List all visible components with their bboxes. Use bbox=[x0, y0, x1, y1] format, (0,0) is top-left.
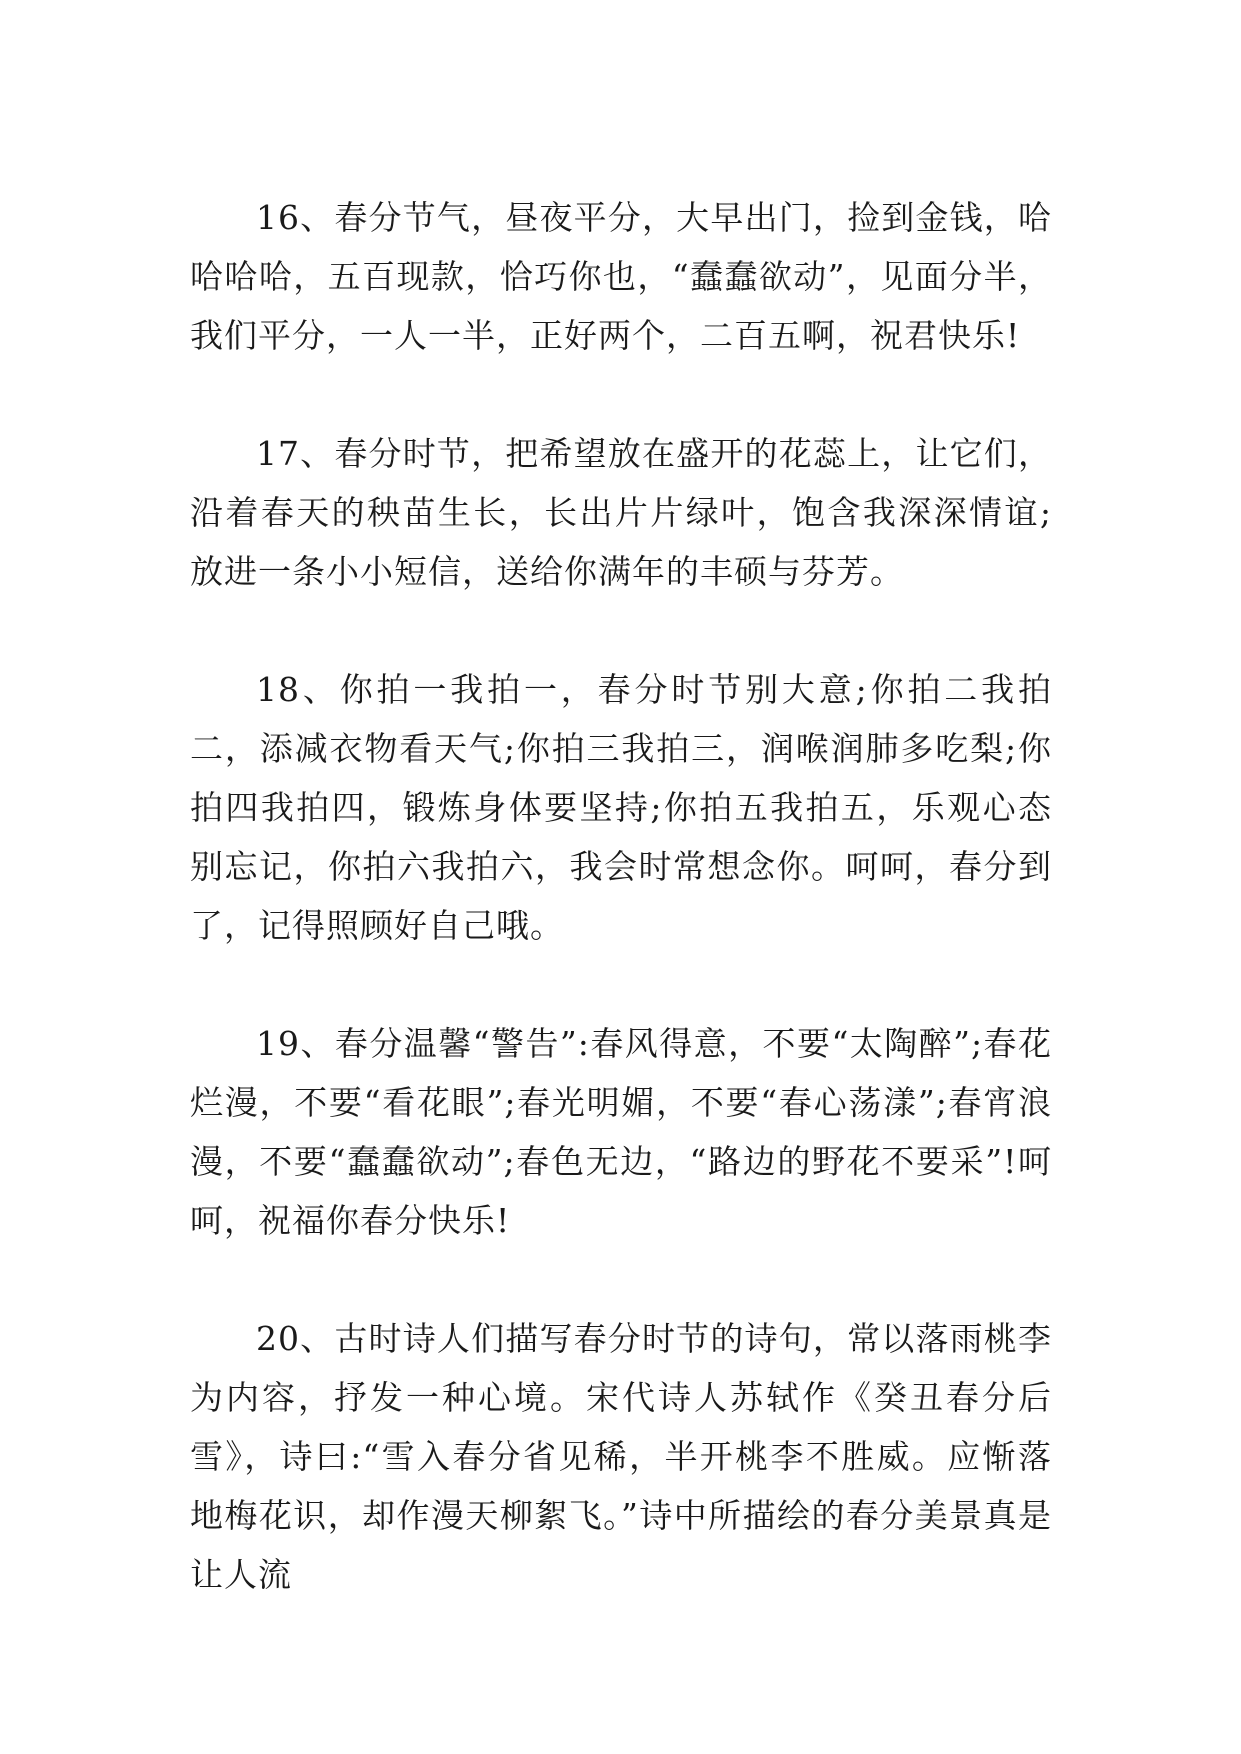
document-page bbox=[190, 188, 1052, 1604]
paragraph-18: 18、你拍一我拍一，春分时节别大意;你拍二我拍二，添减衣物看天气;你拍三我拍三，润喉润肺多吃梨;你拍四我拍四，锻炼身体要坚持;你拍五我拍五，乐观心态别忘记，你拍六我拍六，我会时常想念你。呵呵，春分到了，记得照顾好自己哦。 bbox=[190, 670, 1052, 945]
paragraph-17: 17、春分时节，把希望放在盛开的花蕊上，让它们，沿着春天的秧苗生长，长出片片绿叶，饱含我深深情谊;放进一条小小短信，送给你满年的丰硕与芬芳。 bbox=[190, 434, 1052, 591]
paragraph-20: 20、古时诗人们描写春分时节的诗句，常以落雨桃李为内容，抒发一种心境。宋代诗人苏轼作《癸丑春分后雪》，诗曰:“雪入春分省见稀，半开桃李不胜威。应惭落地梅花识，却作漫天柳絮飞。”诗中所描绘的春分美景真是让人流 bbox=[190, 1319, 1052, 1594]
paragraph-19: 19、春分温馨“警告”:春风得意，不要“太陶醉”;春花烂漫，不要“看花眼”;春光明媚，不要“春心荡漾”;春宵浪漫，不要“蠢蠢欲动”;春色无边，“路边的野花不要采”!呵呵，祝福你春分快乐! bbox=[190, 1024, 1052, 1240]
paragraph-16: 16、春分节气，昼夜平分，大早出门，捡到金钱，哈哈哈哈，五百现款，恰巧你也，“蠢蠢欲动”，见面分半，我们平分，一人一半，正好两个，二百五啊，祝君快乐! bbox=[190, 198, 1052, 355]
